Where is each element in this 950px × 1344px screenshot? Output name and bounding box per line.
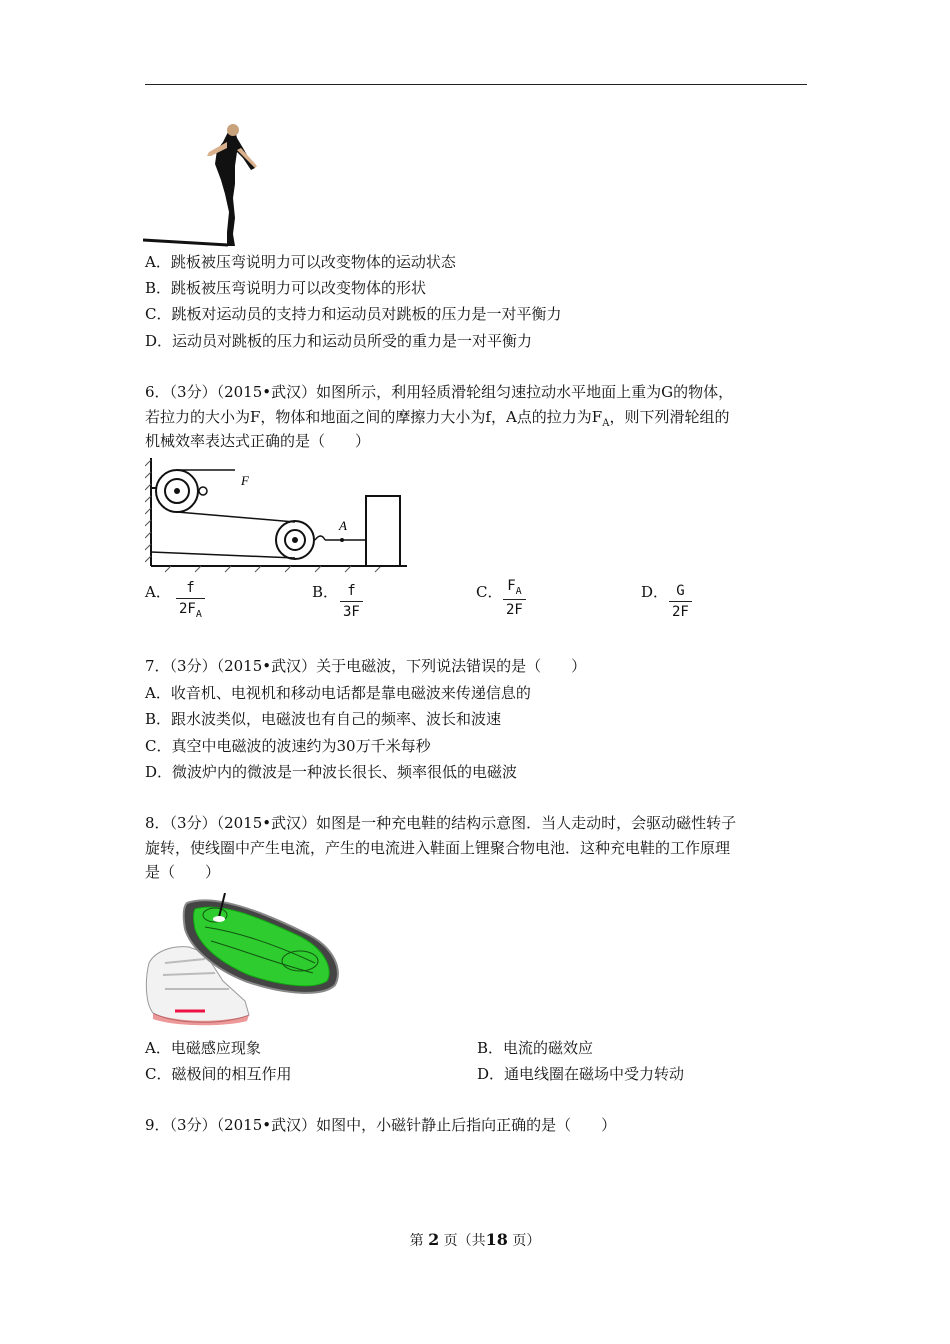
q6-option-c-letter: C． <box>476 583 503 601</box>
q8-option-a: A．电磁感应现象 <box>145 1039 261 1057</box>
q7-option-c: C．真空中电磁波的波速约为30万千米每秒 <box>145 737 431 755</box>
diver-figure <box>143 122 263 248</box>
q9-stem: 9．（3分）（2015•武汉）如图中，小磁针静止后指向正确的是（ ） <box>145 1116 617 1134</box>
q6-option-d-fraction: G 2F <box>669 583 692 620</box>
q7-option-b: B．跟水波类似，电磁波也有自己的频率、波长和波速 <box>145 710 502 728</box>
q6-stem-line2: 若拉力的大小为F，物体和地面之间的摩擦力大小为f，A点的拉力为$F_A$，则下列滑轮组的 <box>145 408 730 429</box>
q8-stem-line3: 是（ ） <box>145 863 221 881</box>
q6-option-d-letter: D． <box>641 583 669 601</box>
q5-option-a: A．跳板被压弯说明力可以改变物体的运动状态 <box>145 253 456 271</box>
q6-stem-line3: 机械效率表达式正确的是（ ） <box>145 432 371 450</box>
q8-option-b: B．电流的磁效应 <box>477 1039 594 1057</box>
q6-option-b-letter: B． <box>312 583 339 601</box>
q6-option-c-fraction: $F_A$ 2F <box>503 578 526 618</box>
q6-option-a-fraction: f $2F_A$ <box>176 580 205 620</box>
q5-option-d: D．运动员对跳板的压力和运动员所受的重力是一对平衡力 <box>145 332 533 350</box>
q8-option-c: C．磁极间的相互作用 <box>145 1065 292 1083</box>
q7-option-d: D．微波炉内的微波是一种波长很长、频率很低的电磁波 <box>145 763 518 781</box>
q5-option-b: B．跳板被压弯说明力可以改变物体的形状 <box>145 279 427 297</box>
q7-stem: 7．（3分）（2015•武汉）关于电磁波，下列说法错误的是（ ） <box>145 657 587 675</box>
q8-stem-line2: 旋转，使线圈中产生电流，产生的电流进入鞋面上锂聚合物电池．这种充电鞋的工作原理 <box>145 839 731 857</box>
q5-option-c: C．跳板对运动员的支持力和运动员对跳板的压力是一对平衡力 <box>145 305 562 323</box>
q7-option-a: A．收音机、电视机和移动电话都是靠电磁波来传递信息的 <box>145 684 531 702</box>
charging-shoe-figure <box>145 893 345 1028</box>
pulley-figure <box>145 458 410 576</box>
header-rule <box>145 84 807 85</box>
page-footer: 第 2 页（共18 页） <box>409 1230 541 1249</box>
q8-option-d: D．通电线圈在磁场中受力转动 <box>477 1065 685 1083</box>
q8-stem-line1: 8．（3分）（2015•武汉）如图是一种充电鞋的结构示意图．当人走动时，会驱动磁性转子 <box>145 814 737 832</box>
q6-stem-line1: 6．（3分）（2015•武汉）如图所示，利用轻质滑轮组匀速拉动水平地面上重为G的物体， <box>145 383 734 401</box>
q6-option-a-letter: A． <box>145 583 171 601</box>
q6-option-b-fraction: f 3F <box>340 583 363 620</box>
force-label-F: F <box>241 473 249 488</box>
point-label-A: A <box>339 518 347 533</box>
